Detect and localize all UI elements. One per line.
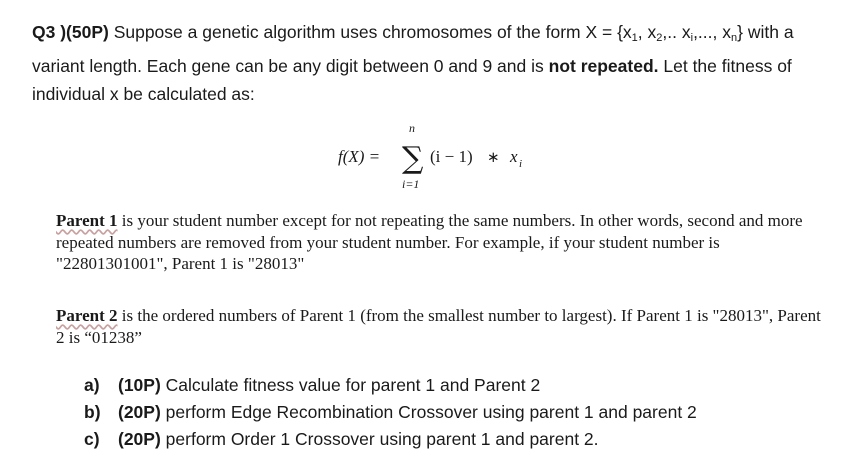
task-points: (20P) (118, 429, 161, 449)
task-item-a (84, 372, 824, 399)
task-text: perform Edge Recombination Crossover using parent 1 and parent 2 (160, 402, 697, 422)
formula-var: x (510, 147, 518, 166)
formula-body: (i − 1) (430, 147, 473, 166)
task-letter: b) (84, 402, 101, 422)
fitness-formula (338, 122, 548, 192)
task-letter: a) (84, 375, 100, 395)
formula-lhs: f(X) = (338, 147, 381, 166)
task-item-c (84, 426, 824, 453)
formula-var-sub: i (519, 158, 523, 170)
question-paragraph: Q3 )(50P) Suppose a genetic algorithm uses chromosomes of the form $X = \{x_1$, $x_2$,.. $x_i$,..., $x_n$} with a variant length. Each gene can be any digit between 0 and 9 and is not repeated. Let the fitness of individual x be calculated as: (32, 22, 794, 104)
question-intro: Suppose a genetic algorithm uses chromosomes of the form X = {x (108, 22, 632, 42)
parent2-text: is the ordered numbers of Parent 1 (from the smallest number to largest). If Parent 1 is "28013", Parent 2 is “01238” (56, 306, 821, 347)
task-text: perform Order 1 Crossover using parent 1 and parent 2. (160, 429, 599, 449)
task-text: Calculate fitness value for parent 1 and Parent 2 (160, 375, 541, 395)
task-points: (20P) (118, 402, 161, 422)
parent2-label: Parent 2 (56, 306, 118, 325)
parent1-paragraph (56, 210, 826, 275)
sum-lower-limit: i=1 (402, 177, 420, 191)
parent1-label: Parent 1 (56, 211, 118, 230)
question-form-tail: } (737, 22, 743, 42)
task-list (84, 372, 824, 453)
task-letter: c) (84, 429, 100, 449)
question-line-rest: with a variant length. Each gene can be any digit between 0 and 9 and is (32, 22, 794, 76)
question-line-end: Let the fitness of individual x be calculated as: (32, 56, 792, 104)
formula-times: ∗ (487, 150, 500, 166)
question-label: Q3 )(50P) (32, 22, 109, 42)
sum-symbol: ∑ (402, 141, 424, 176)
task-item-b (84, 399, 824, 426)
sum-upper-limit: n (409, 122, 415, 135)
task-points: (10P) (118, 375, 161, 395)
parent2-paragraph (56, 305, 826, 348)
not-repeated-phrase: not repeated. (548, 56, 659, 76)
parent1-text: is your student number except for not repeating the same numbers. In other words, second and more repeated numbers are removed from your student number. For example, if your student number is "22801301001", Parent 1 is "28013" (56, 211, 803, 273)
